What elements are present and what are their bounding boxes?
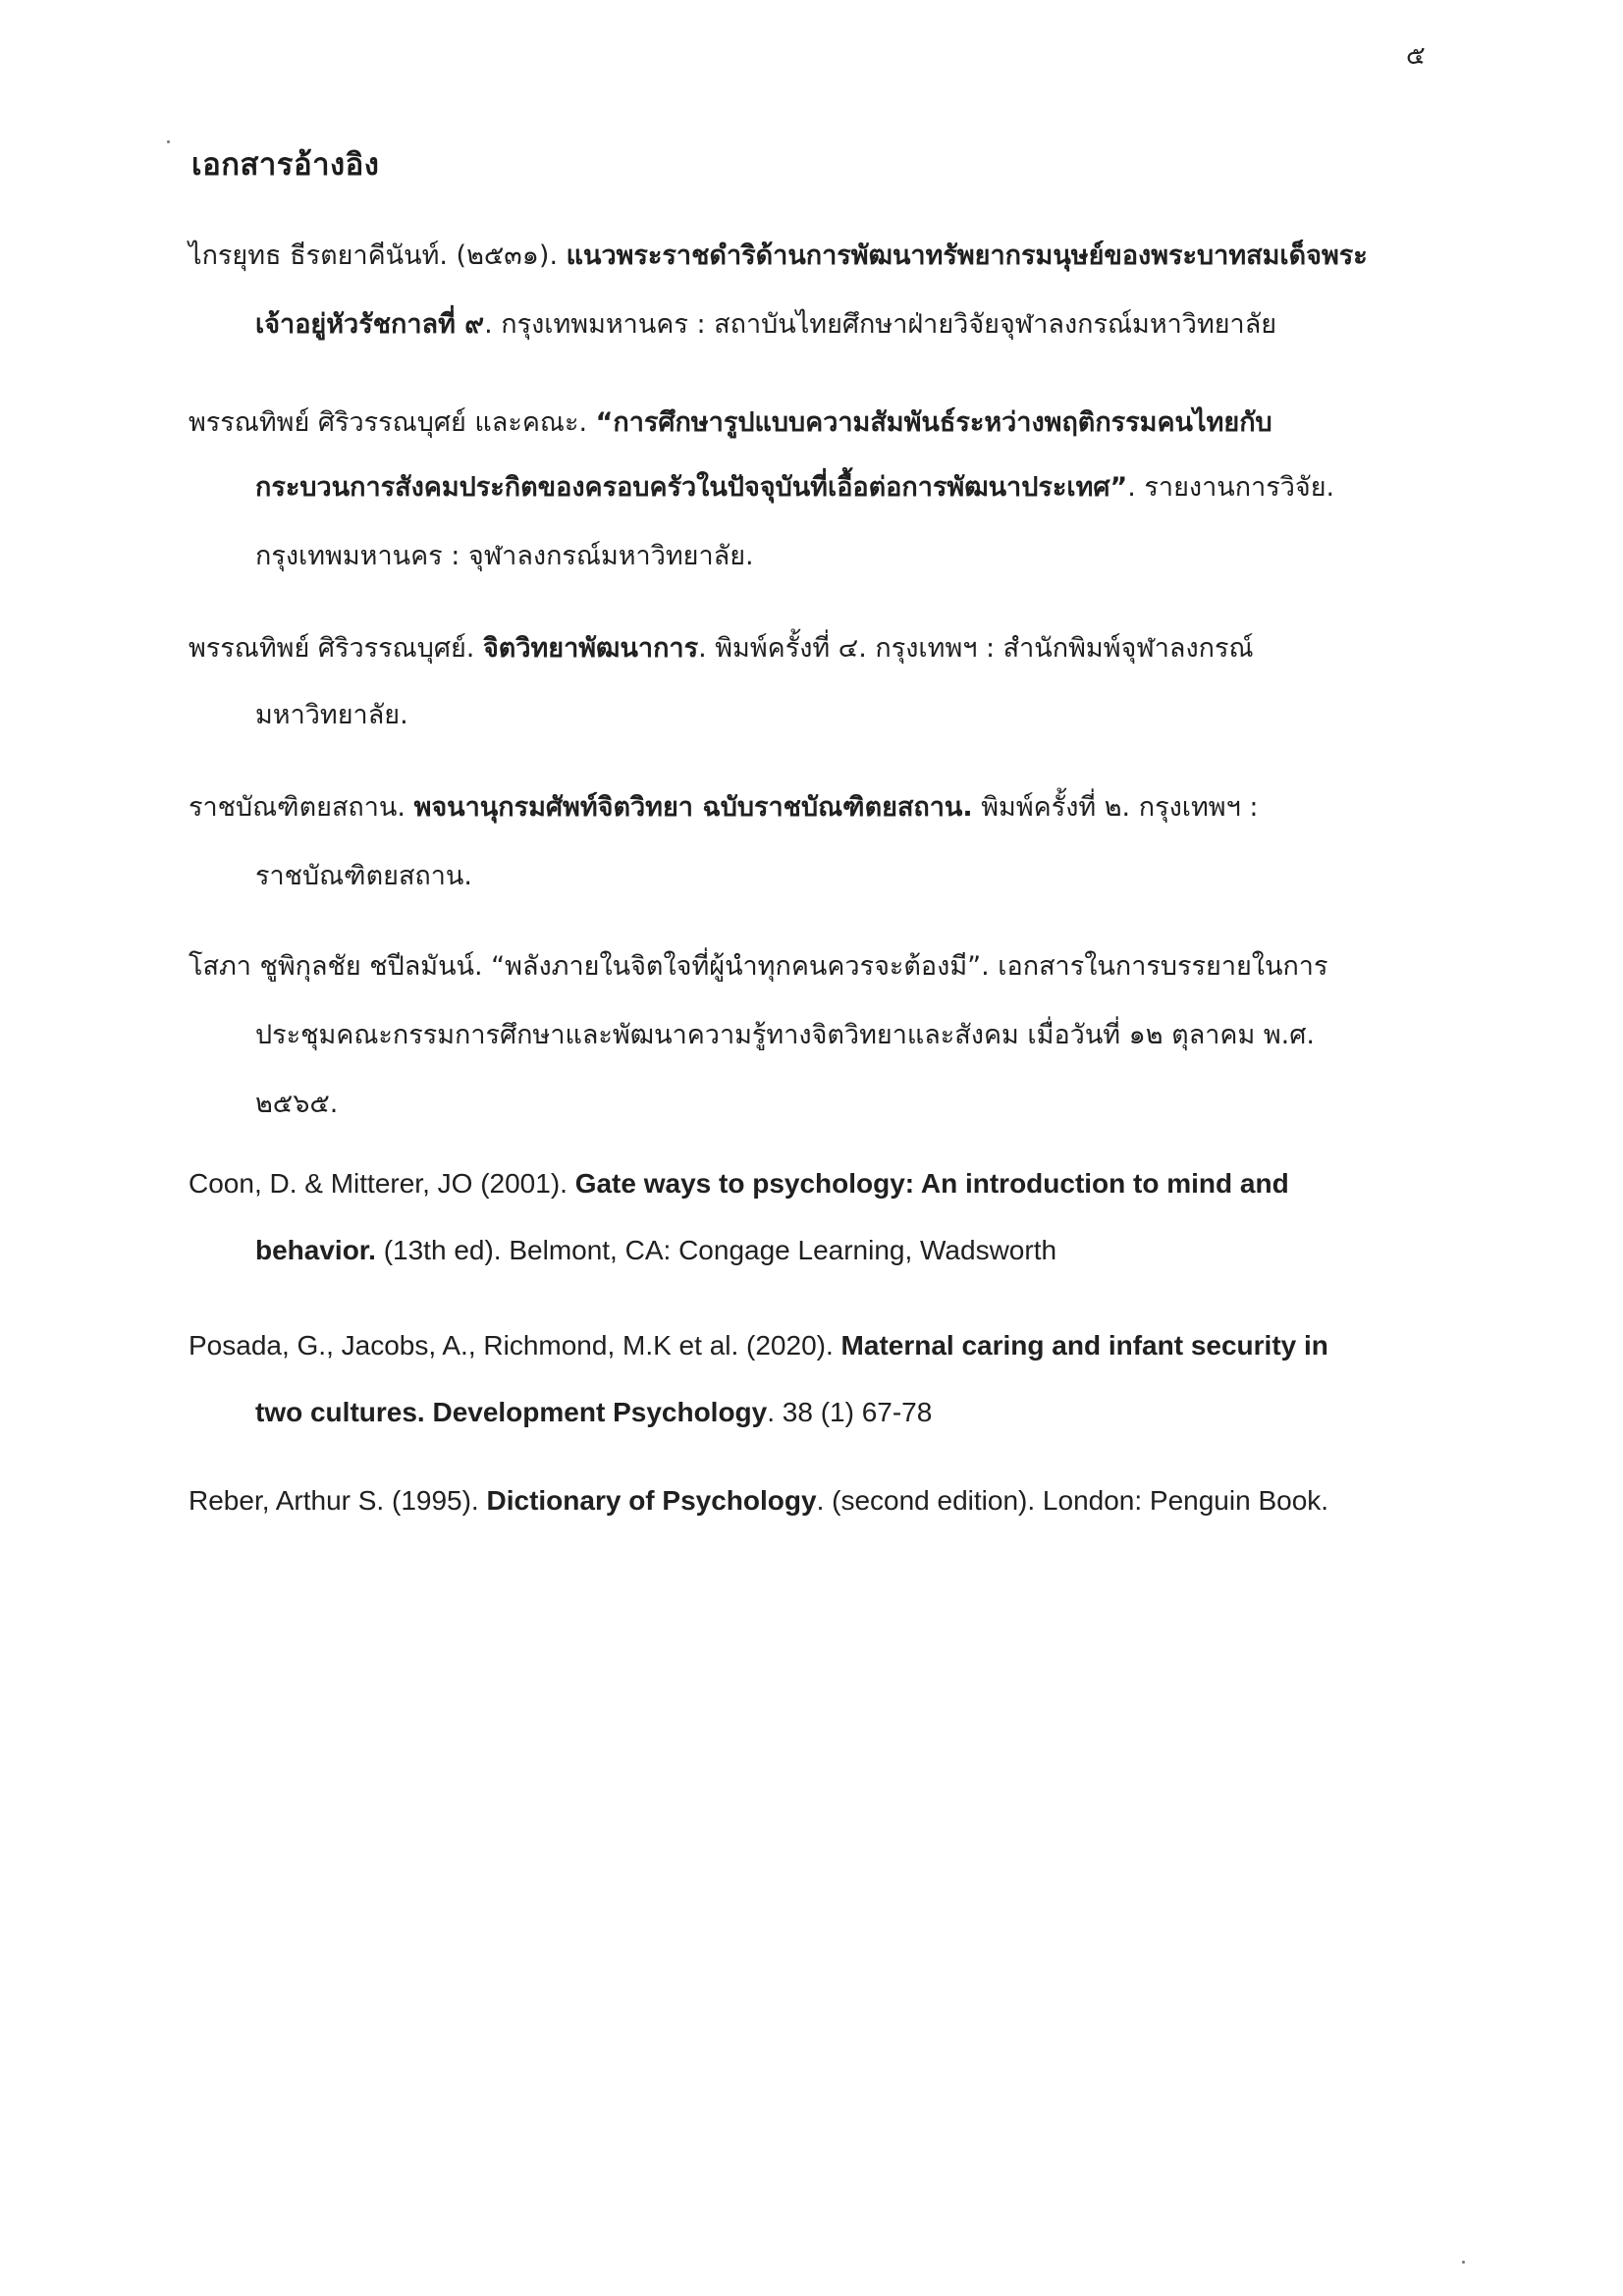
reference-title: Dictionary of Psychology (486, 1485, 817, 1516)
reference-publisher: . กรุงเทพมหานคร : สถาบันไทยศึกษาฝ่ายวิจัยจุฬาลงกรณ์มหาวิทยาลัย (484, 309, 1277, 340)
reference-publisher: กรุงเทพมหานคร : จุฬาลงกรณ์มหาวิทยาลัย. (255, 541, 754, 571)
reference-title: two cultures. Development Psychology (255, 1397, 768, 1427)
reference-publisher: . พิมพ์ครั้งที่ ๔. กรุงเทพฯ : สำนักพิมพ์จุฬาลงกรณ์ (698, 633, 1254, 664)
reference-publisher: มหาวิทยาลัย. (255, 700, 408, 730)
reference-year: ๒๕๖๕. (255, 1089, 339, 1119)
reference-author-year: Coon, D. & Mitterer, JO (2001). (189, 1168, 575, 1199)
scan-artifact (167, 140, 170, 143)
reference-text: โสภา ชูพิกุลชัย ชปีลมันน์. “พลังภายในจิตใจที่ผู้นำทุกคนควรจะต้องมี”. เอกสารในการบรรยายในการ (189, 951, 1328, 982)
reference-author-year: Reber, Arthur S. (1995). (189, 1485, 487, 1516)
reference-title: Maternal caring and infant security in (840, 1330, 1328, 1361)
page-number: ๕ (1406, 41, 1426, 71)
reference-title: Gate ways to psychology: An introduction to mind and (574, 1168, 1289, 1199)
reference-title: เจ้าอยู่หัวรัชกาลที่ ๙ (255, 309, 485, 340)
reference-type: . รายงานการวิจัย. (1127, 472, 1335, 503)
reference-title: จิตวิทยาพัฒนาการ (482, 633, 699, 664)
reference-publisher: ราชบัณฑิตยสถาน. (255, 861, 472, 891)
reference-author: พรรณทิพย์ ศิริวรรณบุศย์ และคณะ. (189, 407, 596, 438)
reference-title: behavior. (255, 1235, 376, 1265)
reference-title: แนวพระราชดำริด้านการพัฒนาทรัพยากรมนุษย์ของพระบาทสมเด็จพระ (566, 240, 1368, 271)
reference-publisher: (13th ed). Belmont, CA: Congage Learning, Wadsworth (375, 1235, 1057, 1265)
references-heading: เอกสารอ้างอิง (191, 147, 380, 183)
reference-text: ประชุมคณะกรรมการศึกษาและพัฒนาความรู้ทางจิตวิทยาและสังคม เมื่อวันที่ ๑๒ ตุลาคม พ.ศ. (255, 1020, 1315, 1050)
reference-title: พจนานุกรมศัพท์จิตวิทยา ฉบับราชบัณฑิตยสถาน. (413, 792, 973, 823)
reference-publisher: . (second edition). London: Penguin Book. (816, 1485, 1329, 1516)
reference-author: ราชบัณฑิตยสถาน. (189, 792, 414, 823)
reference-author: พรรณทิพย์ ศิริวรรณบุศย์. (189, 633, 483, 664)
reference-publisher: พิมพ์ครั้งที่ ๒. กรุงเทพฯ : (972, 792, 1259, 823)
reference-volume-pages: . 38 (1) 67-78 (767, 1397, 933, 1427)
reference-author-year: Posada, G., Jacobs, A., Richmond, M.K et al. (2020). (189, 1330, 841, 1361)
scan-artifact (1462, 2261, 1465, 2264)
reference-author-year: ไกรยุทธ ธีรตยาคีนันท์. (๒๕๓๑). (189, 240, 567, 271)
reference-title: “การศึกษารูปแบบความสัมพันธ์ระหว่างพฤติกรรมคนไทยกับ (595, 407, 1272, 438)
reference-title: กระบวนการสังคมประกิตของครอบครัวในปัจจุบันที่เอื้อต่อการพัฒนาประเทศ” (255, 472, 1128, 503)
